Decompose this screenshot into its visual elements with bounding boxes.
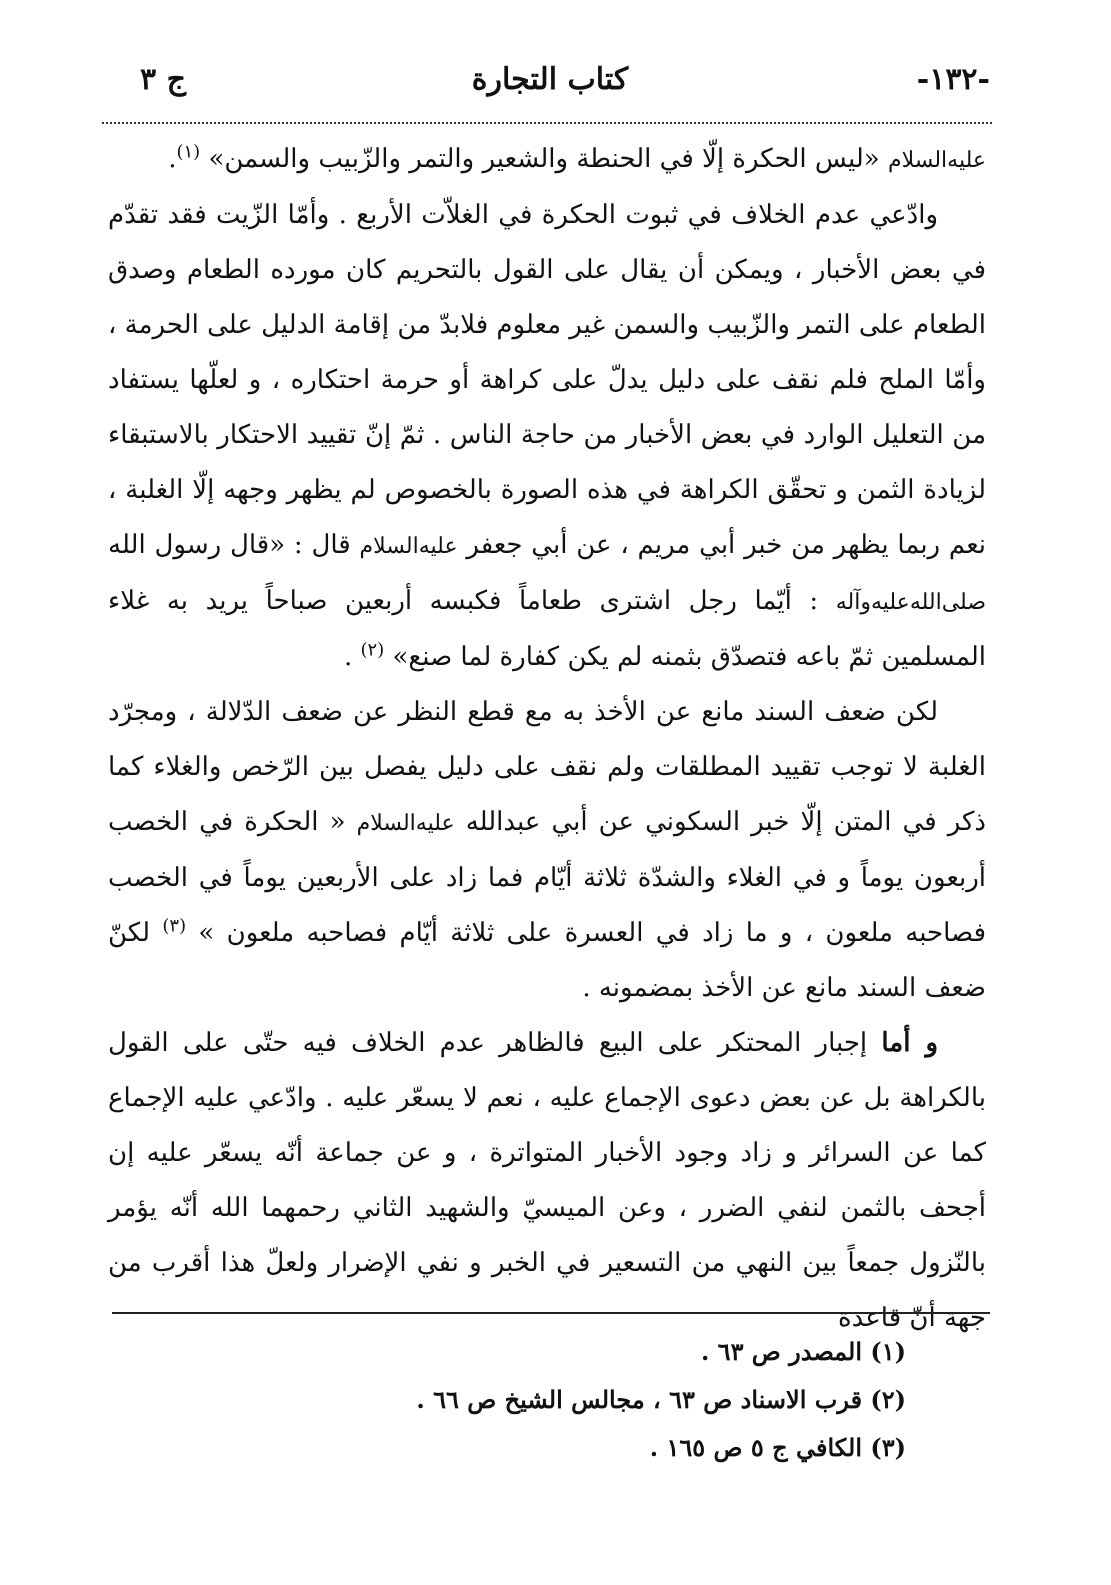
paragraph-text: : أيّما رجل اشترى طعاماً فكبسه أربعين صباحاً يريد به غلاء المسلمين ثمّ باعه فتصدّق بثمنه لم يكن كفارة لما صنع» [108,586,986,672]
footnote-item: (٢) قرب الاسناد ص ٦٣ ، مجالس الشيخ ص ٦٦ . [416,1385,906,1414]
volume-label: ج ٣ [140,62,186,97]
punctuation: . [168,144,177,174]
paragraph-text: قال : «قال رسول الله [108,530,351,560]
paragraph-text: « الحكرة في الخصب أربعون يوماً و في الغلاء والشدّة ثلاثة أيّام فما زاد على الأربعين يوماً في الخصب فصاحبه ملعون ، و ما زاد في العسرة على ثلاثة أيّام فصاحبه ملعون » [108,807,987,948]
honorific-mark: عليه‌السلام [356,811,455,836]
paragraph-text: إجبار المحتكر على البيع فالظاهر عدم الخلاف فيه حتّى على القول بالكراهة بل عن بعض دعوى الإجماع عليه ، نعم لا يسعّر عليه . وادّعي عليه الإجماع كما عن السرائر و زاد وجود الأخبار المتواترة ، و عن جماعة أنّه يسعّر عليه إن أجحف بالثمن لنفي الضرر ، وعن الميسيّ والشهيد الثاني رحمهما الله أنّه يؤمر بالنّزول جمعاً بين النهي من التسعير في الخبر و نفي الإضرار ولعلّ هذا أقرب من جهة أنّ قاعدة [108,1028,986,1333]
paragraph-4 [108,1016,986,1346]
paragraph-text: لكنّ ضعف السند مانع عن الأخذ بمضمونه . [108,918,986,1003]
header-divider [102,122,992,124]
honorific-mark: عليه‌السلام [887,148,986,173]
paragraph-1 [108,132,986,188]
page-number: -١٣٢- [916,62,990,97]
footnote-item: (٣) الكافي ج ٥ ص ١٦٥ . [649,1433,906,1462]
paragraph-3 [108,685,986,1016]
paragraph-2 [108,188,986,685]
book-title: كتاب التجارة [471,62,629,97]
footnotes [206,1328,906,1472]
footnote-ref: (٣) [162,915,187,937]
punctuation: . [343,642,353,672]
honorific-mark: صلى‌الله‌عليه‌وآله [835,590,987,615]
paragraph-text: «ليس الحكرة إلّا في الحنطة والشعير والتمر والزّبيب والسمن» [208,144,880,174]
footnote-item: (١) المصدر ص ٦٣ . [700,1337,906,1366]
honorific-mark: عليه‌السلام [359,534,458,559]
paragraph-lead: و أما [881,1028,938,1058]
footnote-ref: (١) [176,141,201,163]
main-text [108,132,986,1346]
page-header [110,62,990,106]
paragraph-text: وادّعي عدم الخلاف في ثبوت الحكرة في الغلاّت الأربع . وأمّا الزّيت فقد تقدّم في بعض الأخبار ، ويمكن أن يقال على القول بالتحريم كان مورده الطعام وصدق الطعام على التمر والزّبيب والسمن غير معلوم فلابدّ من إقامة الدليل على الحرمة ، وأمّا الملح فلم نقف على دليل يدلّ على كراهة أو حرمة احتكاره ، و لعلّها يستفاد من التعليل الوارد في بعض الأخبار من حاجة الناس . ثمّ إنّ تقييد الاحتكار بالاستبقاء لزيادة الثمن و تحقّق الكراهة في هذه الصورة بالخصوص لم يظهر وجهه إلّا الغلبة ، نعم ربما يظهر من خبر أبي مريم ، عن أبي جعفر [108,200,986,560]
paragraph-text: لكن ضعف السند مانع عن الأخذ به مع قطع النظر عن ضعف الدّلالة ، ومجرّد الغلبة لا توجب تقييد المطلقات ولم نقف على دليل يفصل بين الرّخص والغلاء كما ذكر في المتن إلّا خبر السكوني عن أبي عبدالله [108,697,987,837]
footnote-divider [112,1312,990,1314]
footnote-ref: (٢) [360,639,385,661]
